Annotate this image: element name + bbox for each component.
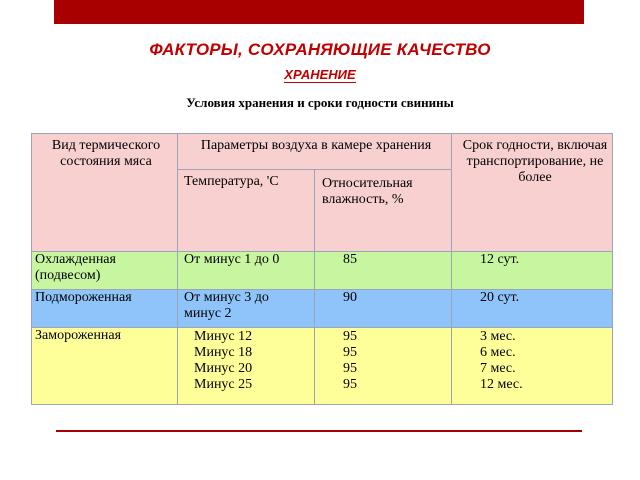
column-divider — [451, 133, 452, 405]
header-air-params: Параметры воздуха в камере хранения — [200, 138, 432, 153]
row3-humidity — [343, 329, 443, 393]
header-meat-state: Вид термического состояния мяса — [51, 138, 161, 169]
row2-state: Подмороженная — [35, 290, 132, 305]
table-border — [31, 404, 613, 405]
row3-temperature-value: Минус 18 — [194, 345, 253, 360]
row3-shelf-life-value: 6 мес. — [480, 345, 516, 360]
row1-temperature: От минус 1 до 0 — [184, 252, 280, 267]
column-divider — [177, 133, 178, 405]
header-shelf-life: Срок годности, включая транспортирование, не более — [462, 138, 608, 185]
table-border — [612, 133, 613, 405]
row3-humidity-value: 95 — [343, 345, 357, 360]
header-humidity: Относительная влажность, % — [322, 176, 413, 207]
row1-humidity: 85 — [343, 252, 357, 267]
row-divider — [31, 289, 613, 290]
table-border — [31, 133, 32, 405]
row3-temperature-value: Минус 25 — [194, 377, 253, 392]
row3-shelf-life-value: 3 мес. — [480, 329, 516, 344]
row3-shelf-life-value: 12 мес. — [480, 377, 523, 392]
header-temperature: Температура, 'С — [184, 174, 279, 189]
row3-shelf-life-value: 7 мес. — [480, 361, 516, 376]
row-divider — [31, 251, 613, 252]
row3-shelf-life — [480, 329, 600, 393]
row3-temperature-value: Минус 12 — [194, 329, 253, 344]
row1-state: Охлажденная (подвесом) — [35, 252, 116, 283]
header-divider — [177, 169, 451, 170]
row3-temperature — [194, 329, 304, 393]
row3-humidity-value: 95 — [343, 361, 357, 376]
column-divider — [314, 169, 315, 405]
row3-state: Замороженная — [35, 328, 122, 343]
table-border — [31, 133, 613, 134]
row2-humidity: 90 — [343, 290, 357, 305]
slide-title: ФАКТОРЫ, СОХРАНЯЮЩИЕ КАЧЕСТВО — [149, 40, 491, 59]
row1-shelf-life: 12 сут. — [480, 252, 520, 267]
row-divider — [31, 327, 613, 328]
table-caption: Условия хранения и сроки годности свинины — [186, 95, 454, 110]
row2-temperature: От минус 3 до минус 2 — [184, 290, 269, 321]
row3-humidity-value: 95 — [343, 329, 357, 344]
row3-humidity-value: 95 — [343, 377, 357, 392]
bottom-decor-line — [56, 430, 582, 432]
row3-temperature-value: Минус 20 — [194, 361, 253, 376]
slide-subtitle — [0, 67, 640, 82]
top-decor-bar — [54, 0, 584, 24]
row2-shelf-life: 20 сут. — [480, 290, 520, 305]
subtitle-text: ХРАНЕНИЕ — [284, 67, 356, 82]
